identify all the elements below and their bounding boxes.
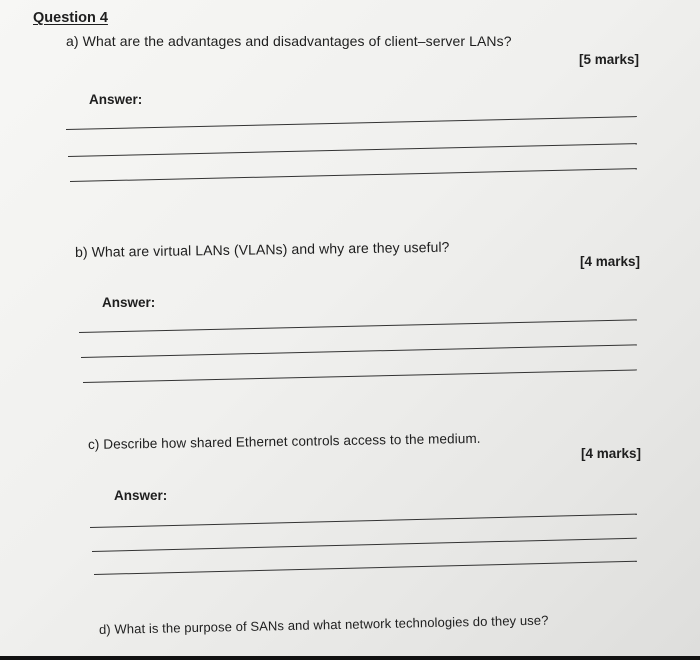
question-b-marks: [4 marks] bbox=[580, 254, 641, 269]
question-a-answer-label: Answer: bbox=[89, 92, 143, 107]
answer-line bbox=[66, 116, 637, 130]
question-c-marks: [4 marks] bbox=[581, 446, 642, 461]
question-a-text: a) What are the advantages and disadvantages of client–server LANs? bbox=[66, 33, 512, 49]
question-d-text: d) What is the purpose of SANs and what network technologies do they use? bbox=[98, 612, 549, 637]
screen-bottom-edge bbox=[0, 656, 700, 660]
question-c-answer-label: Answer: bbox=[114, 488, 168, 503]
answer-line bbox=[90, 514, 637, 529]
answer-line bbox=[94, 561, 637, 576]
question-b-text: b) What are virtual LANs (VLANs) and why are they useful? bbox=[74, 238, 450, 260]
answer-line bbox=[68, 143, 637, 157]
answer-line bbox=[79, 319, 637, 333]
question-c-text: c) Describe how shared Ethernet controls access to the medium. bbox=[87, 430, 481, 452]
question-b-answer-label: Answer: bbox=[102, 295, 156, 310]
answer-line bbox=[70, 168, 637, 182]
question-heading: Question 4 bbox=[33, 10, 108, 26]
question-a-marks: [5 marks] bbox=[579, 52, 640, 67]
answer-line bbox=[83, 369, 637, 383]
answer-line bbox=[81, 344, 637, 358]
answer-line bbox=[92, 538, 637, 553]
